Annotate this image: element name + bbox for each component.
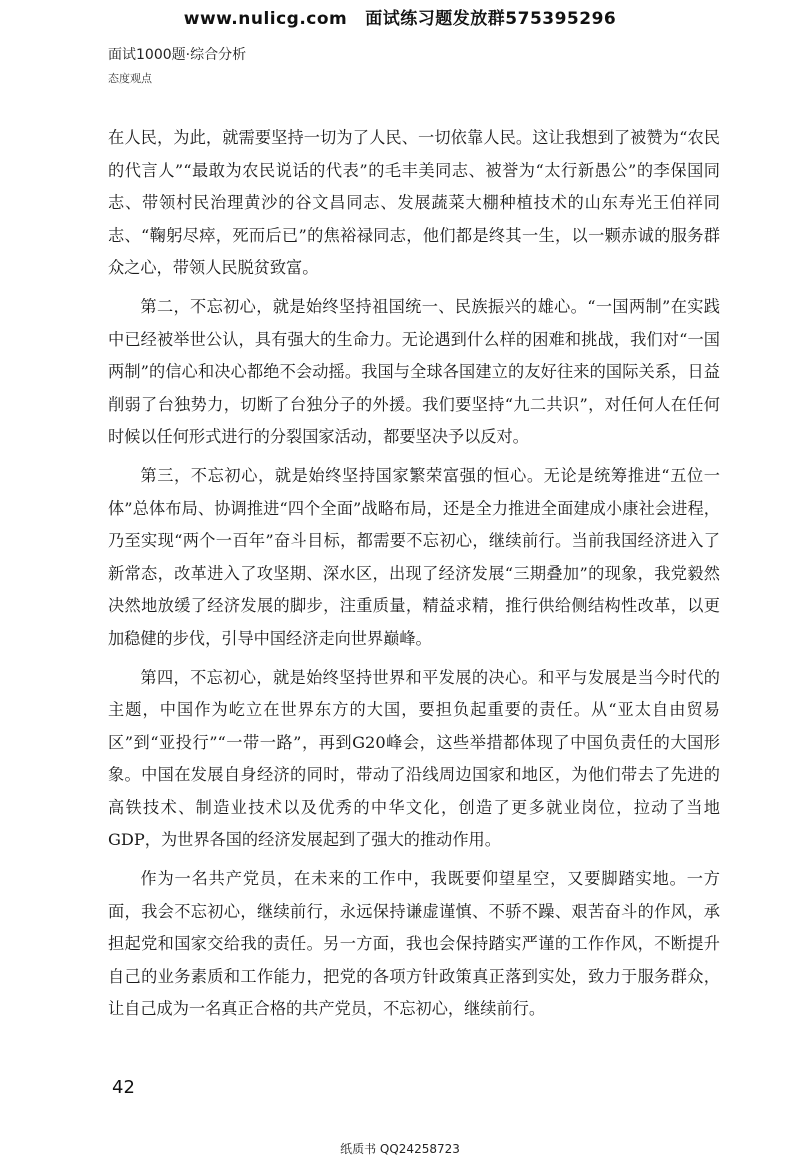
paragraph-second-point: 第二，不忘初心，就是始终坚持祖国统一、民族振兴的雄心。“一国两制”在实践中已经被举世公认，具有强大的生命力。无论遇到什么样的困难和挑战，我们对“一国两制”的信心和决心都绝不会动摇。我国与全球各国建立的友好往来的国际关系，日益削弱了台独势力，切断了台独分子的外援。我们要坚持“九二共识”，对任何人在任何时候以任何形式进行的分裂国家活动，都要坚决予以反对。: [108, 296, 720, 447]
paragraph-fourth-point: 第四，不忘初心，就是始终坚持世界和平发展的决心。和平与发展是当今时代的主题，中国作为屹立在世界东方的大国，要担负起重要的责任。从“亚太自由贸易区”到“亚投行”“一带一路”，再到G20峰会，这些举措都体现了中国负责任的大国形象。中国在发展自身经济的同时，带动了沿线周边国家和地区，为他们带去了先进的高铁技术、制造业技术以及优秀的中华文化，创造了更多就业岗位，拉动了当地GDP，为世界各国的经济发展起到了强大的推动作用。: [108, 667, 720, 850]
paragraph-conclusion: 作为一名共产党员，在未来的工作中，我既要仰望星空，又要脚踏实地。一方面，我会不忘初心，继续前行，永远保持谦虚谨慎、不骄不躁、艰苦奋斗的作风，承担起党和国家交给我的责任。另一方面，我也会保持踏实严谨的工作作风，不断提升自己的业务素质和工作能力，把党的各项方针政策真正落到实处，致力于服务群众，让自己成为一名真正合格的共产党员，不忘初心，继续前行。: [108, 869, 720, 1019]
site-url: www.nulicg.com: [183, 9, 348, 29]
paragraph-continued: 在人民，为此，就需要坚持一切为了人民、一切依靠人民。这让我想到了被赞为“农民的代言人”“最敢为农民说话的代表”的毛丰美同志、被誉为“太行新愚公”的李保国同志、带领村民治理黄沙的谷文昌同志、发展蔬菜大棚种植技术的山东寿光王伯祥同志、“鞠躬尽瘁，死而后已”的焦裕禄同志，他们都是终其一生，以一颗赤诚的服务群众之心，带领人民脱贫致富。: [108, 128, 720, 278]
section-label: 态度观点: [108, 72, 152, 85]
footer-mark: 纸质书 QQ24258723: [340, 1142, 460, 1156]
page-number: 42: [112, 1077, 135, 1098]
group-notice: 面试练习题发放群575395296: [365, 9, 617, 29]
top-banner: [0, 4, 800, 29]
paragraph-third-point: 第三，不忘初心，就是始终坚持国家繁荣富强的恒心。无论是统筹推进“五位一体”总体布局、协调推进“四个全面”战略布局，还是全力推进全面建成小康社会进程，乃至实现“两个一百年”奋斗目标，都需要不忘初心，继续前行。当前我国经济进入了新常态，改革进入了攻坚期、深水区，出现了经济发展“三期叠加”的现象，我党毅然决然地放缓了经济发展的脚步，注重质量，精益求精，推行供给侧结构性改革，以更加稳健的步伐，引导中国经济走向世界巅峰。: [108, 465, 720, 648]
book-title: 面试1000题·综合分析: [108, 47, 247, 63]
body-text: [108, 122, 720, 1032]
